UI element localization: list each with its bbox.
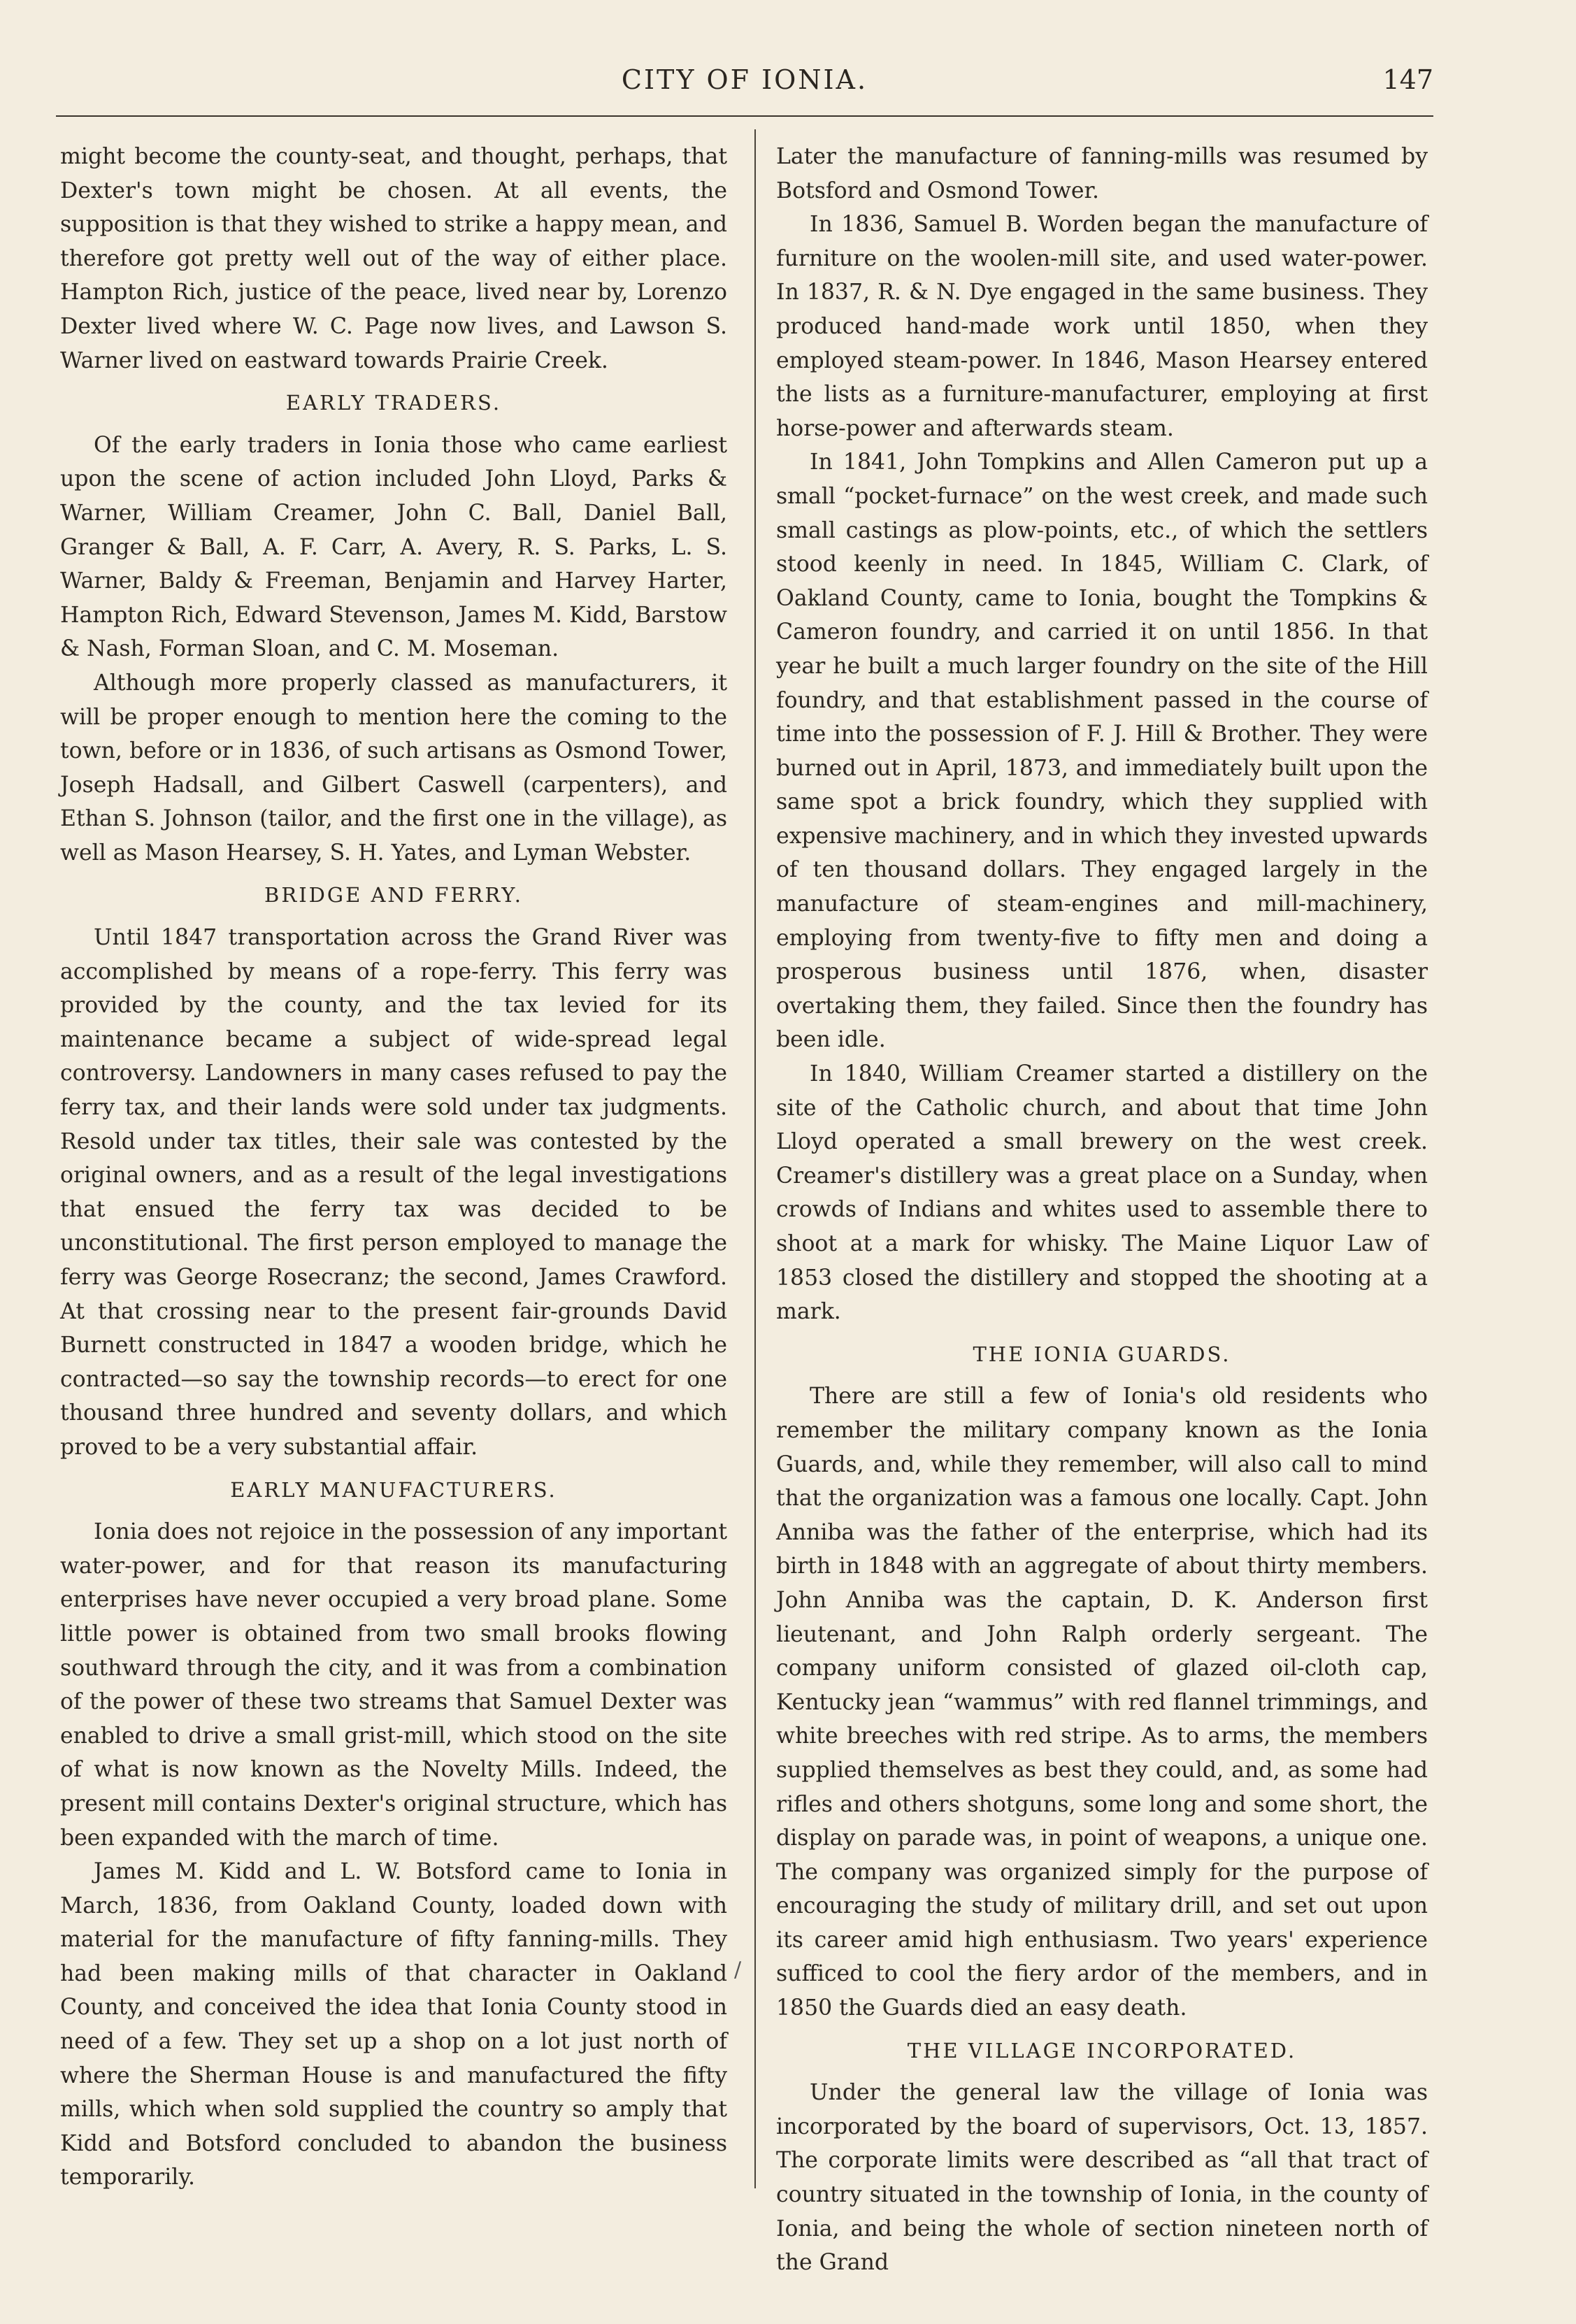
page-number: 147 bbox=[1382, 64, 1433, 95]
paragraph: Ionia does not rejoice in the possession of any important water-power, and for that reason its manufacturing enterprises have never occupied a very broad plane. Some little power is obtained from two small brooks flowing southward through the city, and it was from a combination of the power of these two streams that Samuel Dexter was enabled to drive a small grist-mill, which stood on the site of what is now known as the Novelty Mills. Indeed, the present mill contains Dexter's original structure, which has been expanded with the march of time. bbox=[60, 1519, 727, 1851]
right-column bbox=[776, 140, 1428, 2280]
running-head: CITY OF IONIA. bbox=[621, 64, 868, 95]
paragraph: Until 1847 transportation across the Grand River was accomplished by means of a rope-ferry. This ferry was provided by the county, and the tax levied for its maintenance became a subject of wide-spread legal controversy. Landowners in many cases refused to pay the ferry tax, and their lands were sold under tax judgments. Resold under tax titles, their sale was contested by the original owners, and as a result of the legal investigations that ensued the ferry tax was decided to be unconstitutional. The first person employed to manage the ferry was George Rosecranz; the second, James Crawford. At that crossing near to the present fair-grounds David Burnett constructed in 1847 a wooden bridge, which he contracted—so say the township records—to erect for one thousand three hundred and seventy dollars, and which proved to be a very substantial affair. bbox=[60, 925, 727, 1460]
column-divider bbox=[754, 129, 756, 2188]
margin-mark: / bbox=[734, 1958, 742, 1982]
paragraph: Although more properly classed as manufacturers, it will be proper enough to mention here the coming to the town, before or in 1836, of such artisans as Osmond Tower, Joseph Hadsall, and Gilbert Caswell (carpenters), and Ethan S. Johnson (tailor, and the first one in the village), as well as Mason Hearsey, S. H. Yates, and Lyman Webster. bbox=[60, 670, 727, 866]
paragraph: In 1836, Samuel B. Worden began the manufacture of furniture on the woolen-mill site, and used water-power. In 1837, R. & N. Dye engaged in the same business. They produced hand-made work until 1850, when they employed steam-power. In 1846, Mason Hearsey entered the lists as a furniture-manufacturer, employing at first horse-power and afterwards steam. bbox=[776, 212, 1428, 441]
section-heading-early-manufacturers: EARLY MANUFACTURERS. bbox=[230, 1477, 557, 1502]
paragraph: Of the early traders in Ionia those who came earliest upon the scene of action included John Lloyd, Parks & Warner, William Creamer, John C. Ball, Daniel Ball, Granger & Ball, A. F. Carr, A. Avery, R. S. Parks, L. S. Warner, Baldy & Freeman, Benjamin and Harvey Harter, Hampton Rich, Edward Stevenson, James M. Kidd, Barstow & Nash, Forman Sloan, and C. M. Moseman. bbox=[60, 432, 727, 662]
paragraph: James M. Kidd and L. W. Botsford came to Ionia in March, 1836, from Oakland County, loaded down with material for the manufacture of fifty fanning-mills. They had been making mills of that character in Oakland County, and conceived the idea that Ionia County stood in need of a few. They set up a shop on a lot just north of where the Sherman House is and manufactured the fifty mills, which when sold supplied the country so amply that Kidd and Botsford concluded to abandon the business temporarily. bbox=[60, 1859, 727, 2190]
paragraph: In 1840, William Creamer started a distillery on the site of the Catholic church, and about that time John Lloyd operated a small brewery on the west creek. Creamer's distillery was a great place on a Sunday, when crowds of Indians and whites used to assemble there to shoot at a mark for whisky. The Maine Liquor Law of 1853 closed the distillery and stopped the shooting at a mark. bbox=[776, 1061, 1428, 1325]
header-rule bbox=[56, 115, 1433, 117]
page-header bbox=[56, 64, 1433, 106]
section-heading-bridge-and-ferry: BRIDGE AND FERRY. bbox=[264, 883, 523, 908]
paragraph: Under the general law the village of Ionia was incorporated by the board of supervisors, Oct. 13, 1857. The corporate limits were described as “all that tract of country situated in the township of Ionia, in the county of Ionia, and being the whole of section nineteen north of the Grand bbox=[776, 2080, 1428, 2276]
section-heading-early-traders: EARLY TRADERS. bbox=[285, 391, 502, 415]
section-heading-village-incorporated: THE VILLAGE INCORPORATED. bbox=[907, 2038, 1297, 2063]
paragraph: might become the county-seat, and thought, perhaps, that Dexter's town might be chosen. At all events, the supposition is that they wished to strike a happy mean, and therefore got pretty well out of the way of either place. Hampton Rich, justice of the peace, lived near by, Lorenzo Dexter lived where W. C. Page now lives, and Lawson S. Warner lived on eastward towards Prairie Creek. bbox=[60, 144, 727, 373]
section-heading-ionia-guards: THE IONIA GUARDS. bbox=[973, 1342, 1231, 1366]
paragraph: In 1841, John Tompkins and Allen Cameron put up a small “pocket-furnace” on the west creek, and made such small castings as plow-points, etc., of which the settlers stood keenly in need. In 1845, William C. Clark, of Oakland County, came to Ionia, bought the Tompkins & Cameron foundry, and carried it on until 1856. In that year he built a much larger foundry on the site of the Hill foundry, and that establishment passed in the course of time into the possession of F. J. Hill & Brother. They were burned out in April, 1873, and immediately built upon the same spot a brick foundry, which they supplied with expensive machinery, and in which they invested upwards of ten thousand dollars. They engaged largely in the manufacture of steam-engines and mill-machinery, employing from twenty-five to fifty men and doing a prosperous business until 1876, when, disaster overtaking them, they failed. Since then the foundry has been idle. bbox=[776, 450, 1428, 1053]
paragraph: Later the manufacture of fanning-mills was resumed by Botsford and Osmond Tower. bbox=[776, 144, 1428, 203]
left-column bbox=[60, 140, 727, 2195]
paragraph: There are still a few of Ionia's old residents who remember the military company known as the Ionia Guards, and, while they remember, will also call to mind that the organization was a famous one locally. Capt. John Anniba was the father of the enterprise, which had its birth in 1848 with an aggregate of about thirty members. John Anniba was the captain, D. K. Anderson first lieutenant, and John Ralph orderly sergeant. The company uniform consisted of glazed oil-cloth cap, Kentucky jean “wammus” with red flannel trimmings, and white breeches with red stripe. As to arms, the members supplied themselves as best they could, and, as some had rifles and others shotguns, some long and some short, the display on parade was, in point of weapons, a unique one. The company was organized simply for the purpose of encouraging the study of military drill, and set out upon its career amid high enthusiasm. Two years' experience sufficed to cool the fiery ardor of the members, and in 1850 the Guards died an easy death. bbox=[776, 1384, 1428, 2021]
